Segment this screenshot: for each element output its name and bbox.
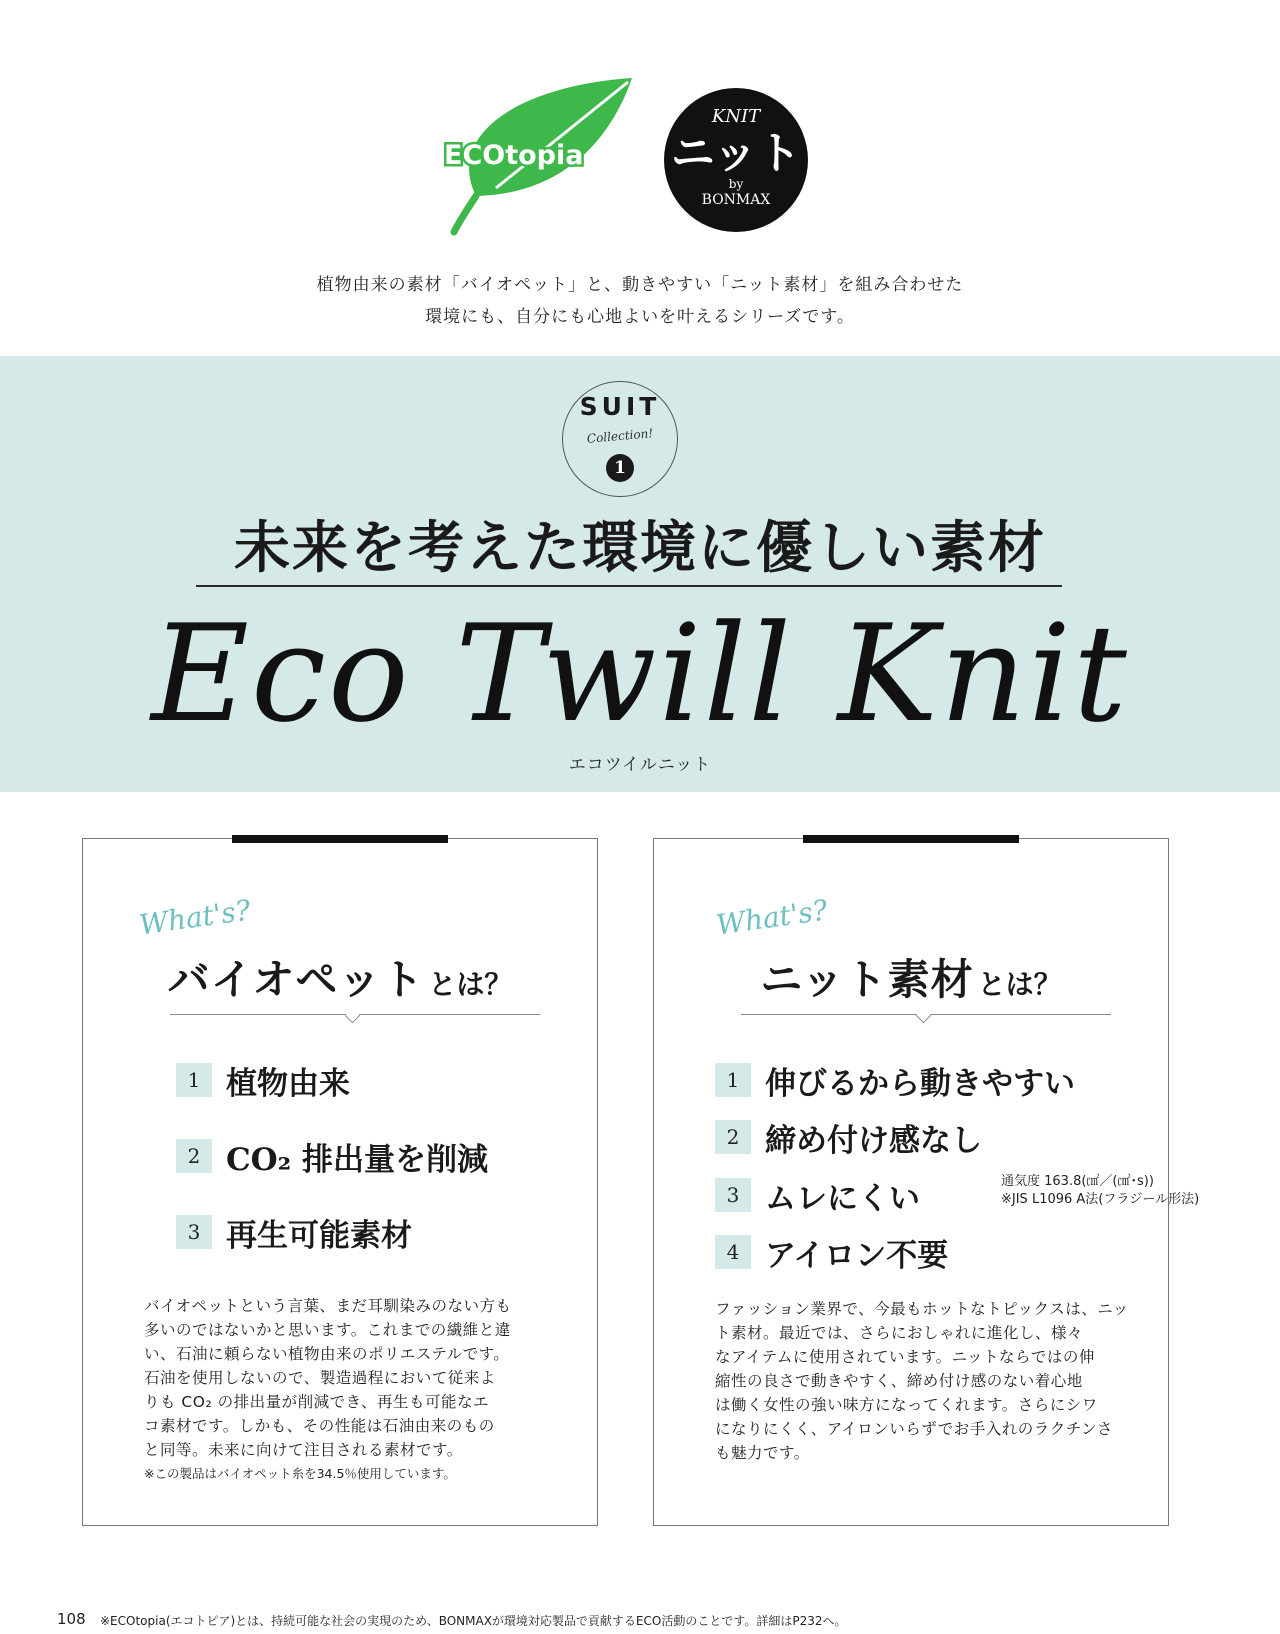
body-text-line: は働く女性の強い味方になってくれます。さらにシワ [715, 1396, 1098, 1414]
headline: 未来を考えた環境に優しい素材 [234, 515, 1046, 581]
badge-suit-text: SUIT [579, 392, 661, 421]
body-text-line: バイオペットという言葉、まだ耳馴染みのない方も [144, 1297, 512, 1315]
feature-number: 1 [176, 1063, 212, 1097]
card-top-bar [803, 835, 1019, 843]
feature-number: 3 [715, 1178, 751, 1212]
intro-line-1: 植物由来の素材「バイオペット」と、動きやすい「ニット素材」を組み合わせた [316, 275, 964, 295]
breathability-standard: ※JIS L1096 A法(フラジール形法) [1001, 1192, 1200, 1207]
card-heading-main: ニット素材 [760, 955, 974, 1004]
feature-label: 伸びるから動きやすい [765, 1066, 1075, 1102]
feature-label: 植物由来 [226, 1066, 350, 1102]
leaf-icon [436, 76, 636, 236]
feature-label: CO₂ 排出量を削減 [226, 1142, 489, 1178]
feature-number: 4 [715, 1235, 751, 1269]
body-text-line: も魅力です。 [715, 1444, 810, 1462]
suit-collection-badge [562, 381, 678, 497]
body-text-line: 縮性の良さで動きやすく、締め付け感のない着心地 [715, 1372, 1083, 1390]
card-heading-suffix: とは？ [977, 968, 1062, 1001]
feature-label: 締め付け感なし [765, 1123, 982, 1159]
whats-script: What's? [714, 893, 830, 942]
feature-label: ムレにくい [765, 1181, 920, 1217]
card-heading-main: バイオペット [167, 955, 425, 1004]
body-text-line: りも CO₂ の排出量が削減でき、再生も可能なエ [144, 1393, 489, 1411]
body-text-line: 多いのではないかと思います。これまでの繊維と違 [144, 1321, 511, 1339]
card-heading [654, 947, 1168, 1007]
body-text-line: と同等。未来に向けて注目される素材です。 [144, 1441, 463, 1459]
footnote: ※ECOtopia(エコトピア)とは、持続可能な社会の実現のため、BONMAXが環境対応製品で貢献するECO活動のことです。詳細はP232へ。 [100, 1614, 847, 1628]
card-heading-suffix: とは？ [428, 968, 513, 1001]
body-text-line: ファッション業界で、今最もホットなトピックスは、ニッ [715, 1300, 1129, 1318]
headline-underline [196, 585, 1062, 587]
badge-collection-text: Collection! [586, 426, 654, 446]
breathability-note [1001, 1173, 1199, 1209]
card-top-bar [232, 835, 448, 843]
body-text-line: ト素材。最近では、さらにおしゃれに進化し、様々 [715, 1324, 1084, 1342]
whats-script: What's? [137, 893, 253, 942]
body-text-line: 石油を使用しないので、製造過程において従来よ [144, 1369, 496, 1387]
feature-number: 2 [176, 1139, 212, 1173]
feature-number: 2 [715, 1120, 751, 1154]
caret-down-icon [916, 1008, 932, 1024]
card-heading [83, 947, 597, 1007]
product-title: Eco Twill Knit [151, 596, 1129, 752]
intro-line-2: 環境にも、自分にも心地よいを叶えるシリーズです。 [425, 307, 855, 327]
biopet-card [82, 838, 598, 1526]
svg-text:ニット: ニット [670, 128, 802, 179]
svg-text:KNIT: KNIT [711, 106, 761, 127]
body-text-line: なアイテムに使用されています。ニットならではの伸 [715, 1348, 1095, 1366]
feature-number: 1 [715, 1063, 751, 1097]
usage-note: ※この製品はバイオペット糸を34.5％使用しています。 [144, 1466, 456, 1481]
body-text-line: コ素材です。しかも、その性能は石油由来のもの [144, 1417, 495, 1435]
svg-text:by: by [728, 177, 744, 191]
product-title-kana: エコツイルニット [568, 755, 712, 775]
ecotopia-logo [436, 76, 636, 236]
knit-logo [662, 86, 810, 234]
badge-number: 1 [606, 454, 634, 482]
feature-label: 再生可能素材 [226, 1218, 412, 1254]
caret-down-icon [345, 1008, 361, 1024]
knit-card [653, 838, 1200, 1526]
body-text-line: い、石油に頼らない植物由来のポリエステルです。 [144, 1345, 510, 1363]
svg-text:BONMAX: BONMAX [701, 192, 771, 208]
body-text-line: になりにくく、アイロンいらずでお手入れのラクチンさ [715, 1420, 1113, 1438]
breathability-value: 通気度 163.8(㎠／(㎠･s)) [1001, 1174, 1154, 1189]
knit-badge-icon [662, 86, 810, 234]
feature-label: アイロン不要 [765, 1238, 949, 1274]
ecotopia-wordmark: ECOtopia [444, 140, 584, 171]
page-number: 108 [57, 1610, 86, 1628]
feature-number: 3 [176, 1215, 212, 1249]
